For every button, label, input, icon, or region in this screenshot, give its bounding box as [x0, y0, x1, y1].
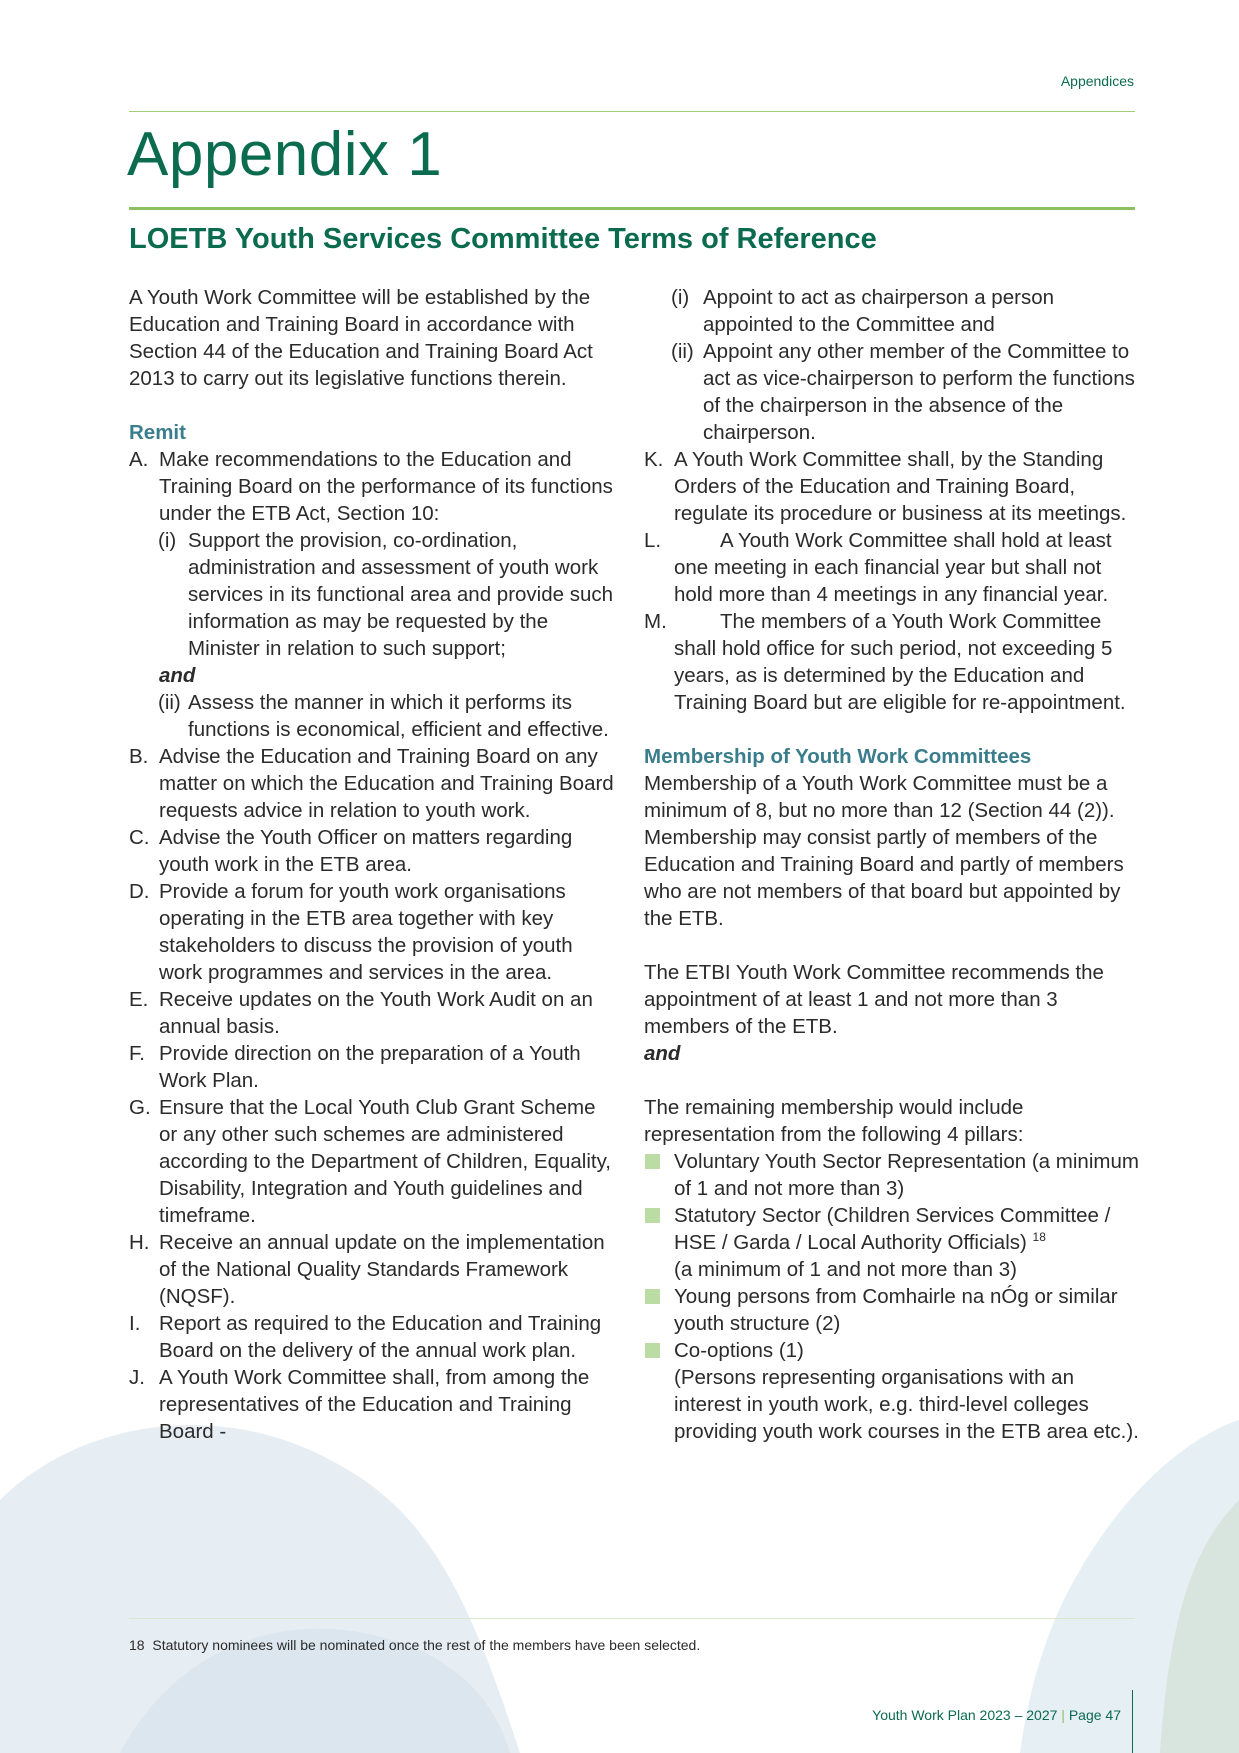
footnote-number: 18 — [129, 1637, 145, 1653]
item-text: Support the provision, co-ordination, administration and assessment of youth work services in its functional area and provide such information as may be requested by the Minister in relation to such support; — [188, 529, 614, 660]
footnote-rule — [129, 1618, 1135, 1619]
pillar-list-item — [644, 1283, 1140, 1337]
running-header: Appendices — [1060, 73, 1134, 89]
item-text: Provide a forum for youth work organisations operating in the ETB area together with key stakeholders to discuss the provision of youth work programmes and services in the area. — [159, 880, 573, 984]
item-label: M. — [644, 610, 667, 633]
item-label: J. — [129, 1366, 145, 1389]
remit-item-a-ii — [129, 689, 619, 743]
remit-item-a — [129, 446, 619, 527]
pillar-list-item — [644, 1202, 1140, 1283]
right-column — [644, 284, 1140, 1445]
remit-heading: Remit — [129, 421, 186, 444]
item-label: K. — [644, 448, 664, 471]
item-text: The members of a Youth Work Committee shall hold office for such period, not exceeding 5 years, as is determined by the Education and Training Board but are eligible for re-appointment. — [674, 610, 1126, 714]
and-connector: and — [644, 1042, 681, 1065]
item-text: A Youth Work Committee shall, by the Standing Orders of the Education and Training Board, regulate its procedure or business at its meetings. — [674, 448, 1127, 525]
item-label: E. — [129, 988, 149, 1011]
item-label: L. — [644, 529, 662, 552]
footer-plan: Youth Work Plan 2023 – 2027 — [872, 1707, 1058, 1723]
item-label: A. — [129, 448, 149, 471]
item-text: A Youth Work Committee shall, from among the representatives of the Education and Training Board - — [159, 1366, 590, 1443]
item-text: Ensure that the Local Youth Club Grant Scheme or any other such schemes are administered according to the Department of Children, Equality, Disability, Integration and Youth guidelines and timeframe. — [159, 1096, 612, 1227]
item-label: (i) — [158, 529, 177, 552]
item-label: (i) — [671, 286, 690, 309]
item-text: Make recommendations to the Education and Training Board on the performance of its functions under the ETB Act, Section 10: — [159, 448, 613, 525]
membership-paragraph-1: Membership of a Youth Work Committee must be a minimum of 8, but no more than 12 (Section 44 (2)). Membership may consist partly of members of the Education and Training Board and partly of members who are not members of that board but appointed by the ETB. — [644, 772, 1124, 930]
item-label: (ii) — [671, 340, 694, 363]
item-label: B. — [129, 745, 149, 768]
footnote — [129, 1637, 700, 1653]
item-text: Report as required to the Education and Training Board on the delivery of the annual work plan. — [159, 1312, 602, 1362]
remit-item-i — [129, 1310, 619, 1364]
remit-item-j — [129, 1364, 619, 1445]
item-text: Provide direction on the preparation of a Youth Work Plan. — [159, 1042, 581, 1092]
item-label: D. — [129, 880, 150, 903]
remit-item-b — [129, 743, 619, 824]
pillar-list-item — [644, 1337, 1140, 1445]
remit-item-e — [129, 986, 619, 1040]
bullet-square-icon — [645, 1289, 660, 1304]
membership-paragraph-3: The remaining membership would include representation from the following 4 pillars: — [644, 1096, 1024, 1146]
pillar-text: Voluntary Youth Sector Representation (a minimum of 1 and not more than 3) — [674, 1150, 1139, 1200]
item-label: I. — [129, 1312, 141, 1335]
intro-paragraph: A Youth Work Committee will be established by the Education and Training Board in accordance with Section 44 of the Education and Training Board Act 2013 to carry out its legislative functions therein. — [129, 286, 593, 390]
item-label: H. — [129, 1231, 150, 1254]
membership-heading: Membership of Youth Work Committees — [644, 745, 1032, 768]
page-title: Appendix 1 — [127, 120, 443, 189]
pillar-extra: (Persons representing organisations with an interest in youth work, e.g. third-level colleges providing youth work courses in the ETB area etc.). — [674, 1366, 1139, 1443]
item-text: Receive updates on the Youth Work Audit on an annual basis. — [159, 988, 593, 1038]
footnote-reference: 18 — [1032, 1230, 1046, 1245]
membership-paragraph-2: The ETBI Youth Work Committee recommends the appointment of at least 1 and not more than 3 members of the ETB. — [644, 961, 1104, 1038]
item-label: (ii) — [158, 691, 181, 714]
remit-item-m — [644, 608, 1140, 716]
item-text: Advise the Education and Training Board on any matter on which the Education and Training Board requests advice in relation to youth work. — [159, 745, 614, 822]
page-footer — [872, 1707, 1121, 1723]
item-text: Appoint any other member of the Committee to act as vice-chairperson to perform the functions of the chairperson in the absence of the chairperson. — [703, 340, 1135, 444]
pillar-extra: (a minimum of 1 and not more than 3) — [674, 1258, 1017, 1281]
pillar-text: Young persons from Comhairle na nÓg or similar youth structure (2) — [674, 1285, 1118, 1335]
remit-item-d — [129, 878, 619, 986]
and-connector: and — [159, 664, 196, 687]
remit-item-c — [129, 824, 619, 878]
remit-item-j-ii — [644, 338, 1140, 446]
item-label: F. — [129, 1042, 145, 1065]
title-rule — [129, 207, 1135, 210]
item-text: Assess the manner in which it performs its functions is economical, efficient and effective. — [188, 691, 609, 741]
page-number: Page 47 — [1068, 1707, 1121, 1723]
header-rule — [129, 111, 1135, 112]
item-text: A Youth Work Committee shall hold at least one meeting in each financial year but shall not hold more than 4 meetings in any financial year. — [674, 529, 1112, 606]
item-label: C. — [129, 826, 150, 849]
remit-item-j-i — [644, 284, 1140, 338]
item-label: G. — [129, 1096, 151, 1119]
pillar-list-item — [644, 1148, 1140, 1202]
page-subtitle: LOETB Youth Services Committee Terms of Reference — [129, 223, 877, 255]
footer-separator: | — [1061, 1707, 1065, 1723]
remit-item-l — [644, 527, 1140, 608]
remit-item-k — [644, 446, 1140, 527]
remit-item-h — [129, 1229, 619, 1310]
item-text: Advise the Youth Officer on matters regarding youth work in the ETB area. — [159, 826, 573, 876]
pillar-text: Co-options (1) — [674, 1339, 804, 1362]
item-text: Receive an annual update on the implementation of the National Quality Standards Framework (NQSF). — [159, 1231, 605, 1308]
remit-item-f — [129, 1040, 619, 1094]
bullet-square-icon — [645, 1208, 660, 1223]
remit-item-g — [129, 1094, 619, 1229]
item-text: Appoint to act as chairperson a person appointed to the Committee and — [703, 286, 1054, 336]
footer-rule — [1132, 1690, 1133, 1753]
footnote-text: Statutory nominees will be nominated once the rest of the members have been selected. — [152, 1637, 701, 1653]
bullet-square-icon — [645, 1154, 660, 1169]
bullet-square-icon — [645, 1343, 660, 1358]
pillar-text: Statutory Sector (Children Services Committee / HSE / Garda / Local Authority Officials) — [674, 1204, 1111, 1254]
left-column — [129, 284, 619, 1445]
remit-item-a-i — [129, 527, 619, 662]
